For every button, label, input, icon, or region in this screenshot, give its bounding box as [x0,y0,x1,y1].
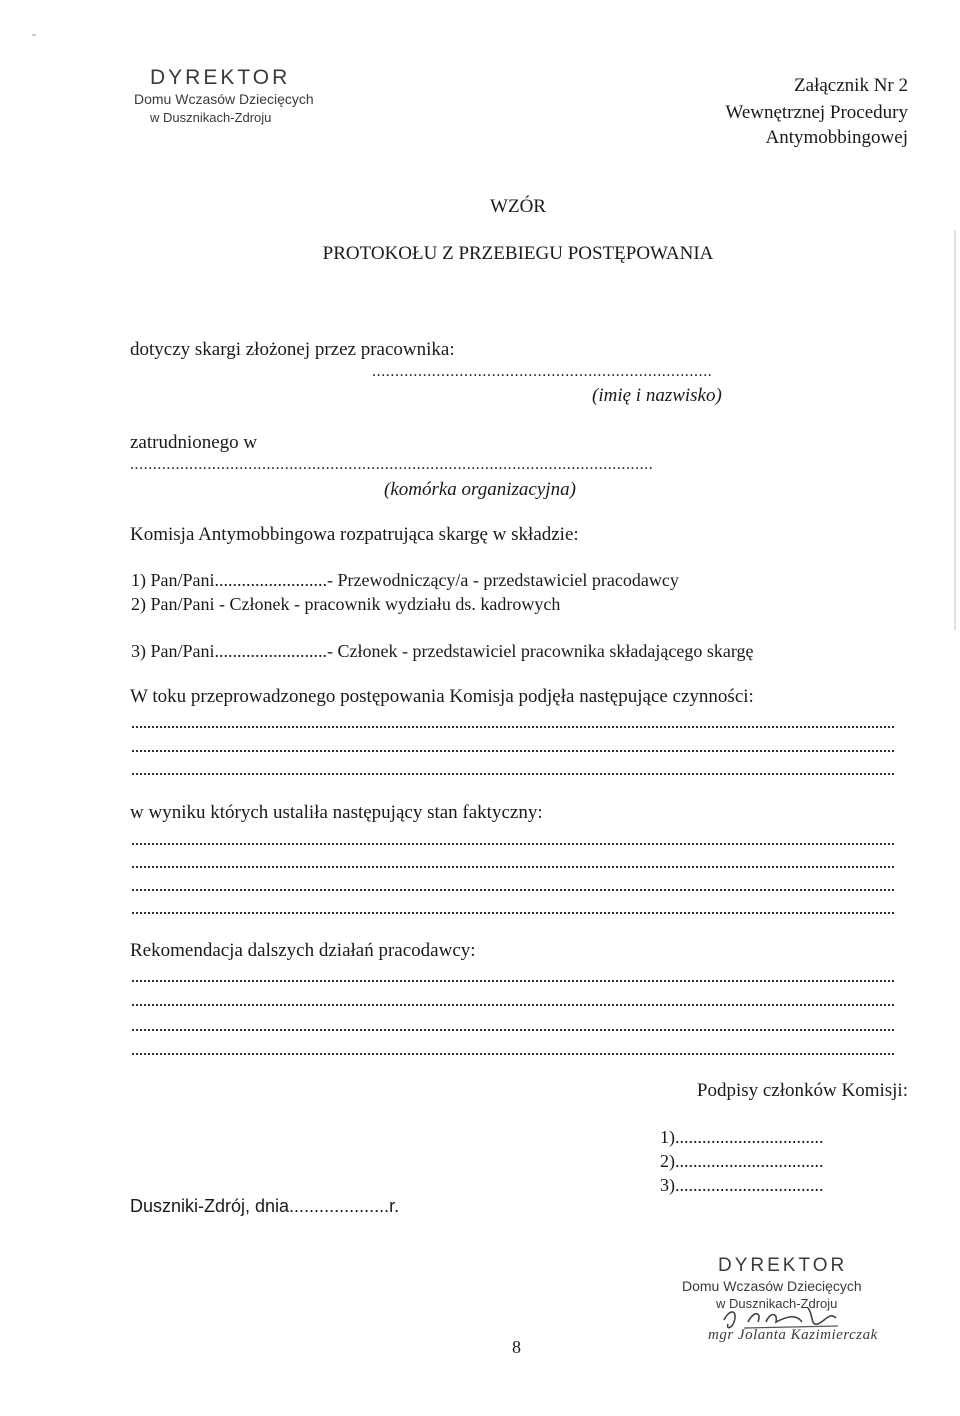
stamp-bottom-line2: w Dusznikach-Zdroju [716,1296,838,1311]
stamp-top-line2: w Dusznikach-Zdroju [150,110,272,125]
signatures-title: Podpisy członków Komisji: [696,1080,908,1101]
signature-line-3: 3)................................. [660,1175,824,1195]
findings-line-2 [132,866,894,868]
signature-line-2: 2)................................. [660,1151,824,1171]
recommendations-line-4 [132,1053,894,1055]
actions-intro: W toku przeprowadzonego postępowania Komisja podjęła następujące czynności: [130,686,754,707]
recommendations-line-3 [132,1029,894,1031]
commission-intro: Komisja Antymobbingowa rozpatrująca skargę w składzie: [130,524,579,545]
stamp-top-line1: Domu Wczasów Dziecięcych [134,91,314,107]
employee-name-dots: .......................................................................... [372,363,713,380]
recommendations-intro: Rekomendacja dalszych działań pracodawcy: [130,940,476,961]
place-date: Duszniki-Zdrój, dnia....................r. [130,1196,400,1216]
scan-artifact [32,34,36,36]
scan-artifact [954,230,956,630]
employed-in-label: zatrudnionego w [130,432,258,453]
stamp-bottom-name: mgr Jolanta Kazimierczak [708,1327,878,1343]
signature-line-1: 1)................................. [660,1127,824,1147]
annex-line1: Załącznik Nr 2 [794,75,908,96]
actions-line-3 [132,773,894,775]
commission-member-1: 1) Pan/Pani.........................- Przewodniczący/a - przedstawiciel pracodawcy [131,570,679,590]
stamp-bottom-line1: Domu Wczasów Dziecięcych [682,1278,862,1294]
recommendations-line-1 [132,980,894,982]
findings-intro: w wyniku których ustaliła następujący stan faktyczny: [130,802,543,823]
annex-line3: Antymobbingowej [765,127,908,148]
document-title: WZÓR [490,196,546,217]
annex-line2: Wewnętrznej Procedury [725,102,908,123]
actions-line-2 [132,750,894,752]
findings-line-4 [132,912,894,914]
actions-line-1 [132,726,894,728]
unit-caption: (komórka organizacyjna) [384,479,576,500]
stamp-bottom-title: DYREKTOR [718,1255,848,1276]
commission-member-3: 3) Pan/Pani.........................- Członek - przedstawiciel pracownika składającego skargę [131,641,754,661]
commission-member-2: 2) Pan/Pani - Członek - pracownik wydziału ds. kadrowych [131,594,561,614]
recommendations-line-2 [132,1004,894,1006]
findings-line-3 [132,889,894,891]
page-number: 8 [512,1337,521,1357]
complaint-intro: dotyczy skargi złożonej przez pracownika: [130,339,455,360]
document-subtitle: PROTOKOŁU Z PRZEBIEGU POSTĘPOWANIA [322,243,714,264]
findings-line-1 [132,843,894,845]
employee-name-caption: (imię i nazwisko) [592,385,722,406]
stamp-top-title: DYREKTOR [150,66,291,89]
unit-dots: ................................................................................................................... [130,456,654,473]
